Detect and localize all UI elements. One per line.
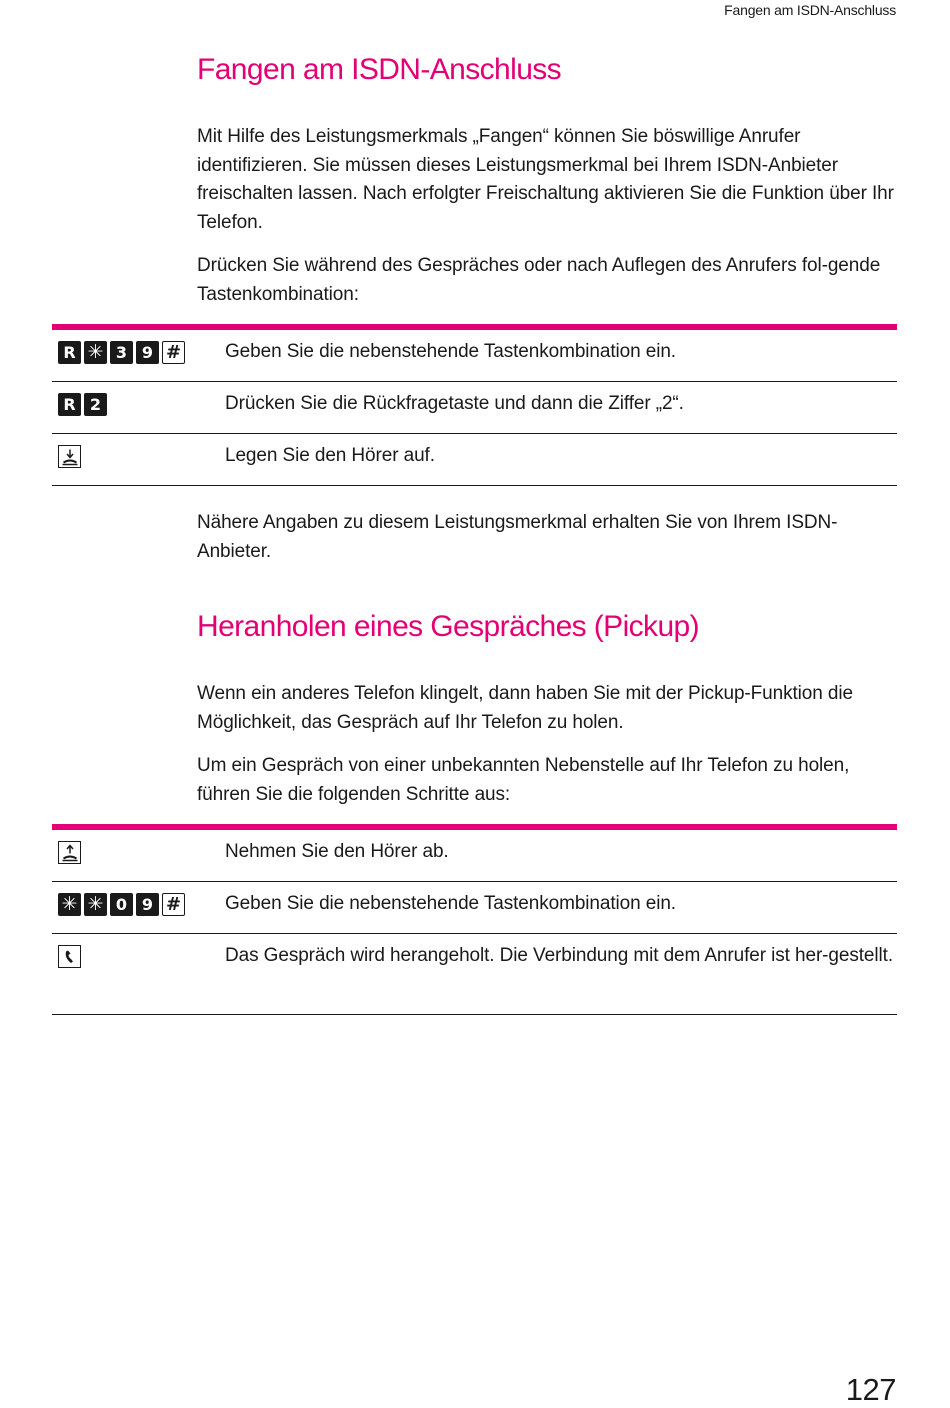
section-title-pickup: Heranholen eines Gespräches (Pickup) [197,610,700,643]
steps-table-fangen [52,324,897,486]
step-row [52,934,897,1015]
key-r: R [58,341,81,364]
step-row [52,882,897,934]
step-row [52,382,897,434]
key-sequence [52,934,225,1014]
key-star: ✳ [58,893,81,916]
step-text: Nehmen Sie den Hörer ab. [225,841,449,862]
hang-up-icon [58,445,81,468]
key-sequence [52,330,225,381]
key-hash: # [162,341,185,364]
steps-table-pickup [52,824,897,1015]
pickup-instruction-paragraph: Um ein Gespräch von einer unbekannten Nebenstelle auf Ihr Telefon zu holen, führen Sie die folgenden Schritte aus: [197,755,850,805]
key-r: R [58,393,81,416]
step-row [52,434,897,486]
key-sequence [52,382,225,433]
step-text: Geben Sie die nebenstehende Tastenkombination ein. [225,893,676,914]
step-row [52,330,897,382]
running-header: Fangen am ISDN-Anschluss [724,2,896,18]
intro-paragraph: Mit Hilfe des Leistungsmerkmals „Fangen“ können Sie böswillige Anrufer identifizieren. Sie müssen dieses Leistungsmerkmal bei Ihrem ISDN-Anbieter freischalten lassen. Nach erfolgter Freischaltung aktivieren Sie die Funktion über Ihr Telefon. [197,126,894,233]
call-connected-icon [58,945,81,968]
step-text: Geben Sie die nebenstehende Tastenkombination ein. [225,341,676,362]
section-title-fangen: Fangen am ISDN-Anschluss [197,53,562,86]
step-text: Legen Sie den Hörer auf. [225,445,435,466]
key-2: 2 [84,393,107,416]
note-paragraph: Nähere Angaben zu diesem Leistungsmerkmal erhalten Sie von Ihrem ISDN-Anbieter. [197,512,838,562]
key-3: 3 [110,341,133,364]
key-sequence [52,434,225,485]
key-0: 0 [110,893,133,916]
step-text: Das Gespräch wird herangeholt. Die Verbindung mit dem Anrufer ist her-gestellt. [225,945,893,966]
instruction-paragraph: Drücken Sie während des Gespräches oder nach Auflegen des Anrufers fol-gende Tastenkombination: [197,255,881,305]
page-number: 127 [845,1372,896,1407]
step-row [52,830,897,882]
key-sequence [52,882,225,933]
key-9: 9 [136,341,159,364]
key-star: ✳ [84,341,107,364]
pick-up-icon [58,841,81,864]
key-hash: # [162,893,185,916]
pickup-intro-paragraph: Wenn ein anderes Telefon klingelt, dann haben Sie mit der Pickup-Funktion die Möglichkeit, das Gespräch auf Ihr Telefon zu holen. [197,683,853,733]
key-sequence [52,830,225,881]
step-text: Drücken Sie die Rückfragetaste und dann die Ziffer „2“. [225,393,684,414]
key-star: ✳ [84,893,107,916]
key-9: 9 [136,893,159,916]
